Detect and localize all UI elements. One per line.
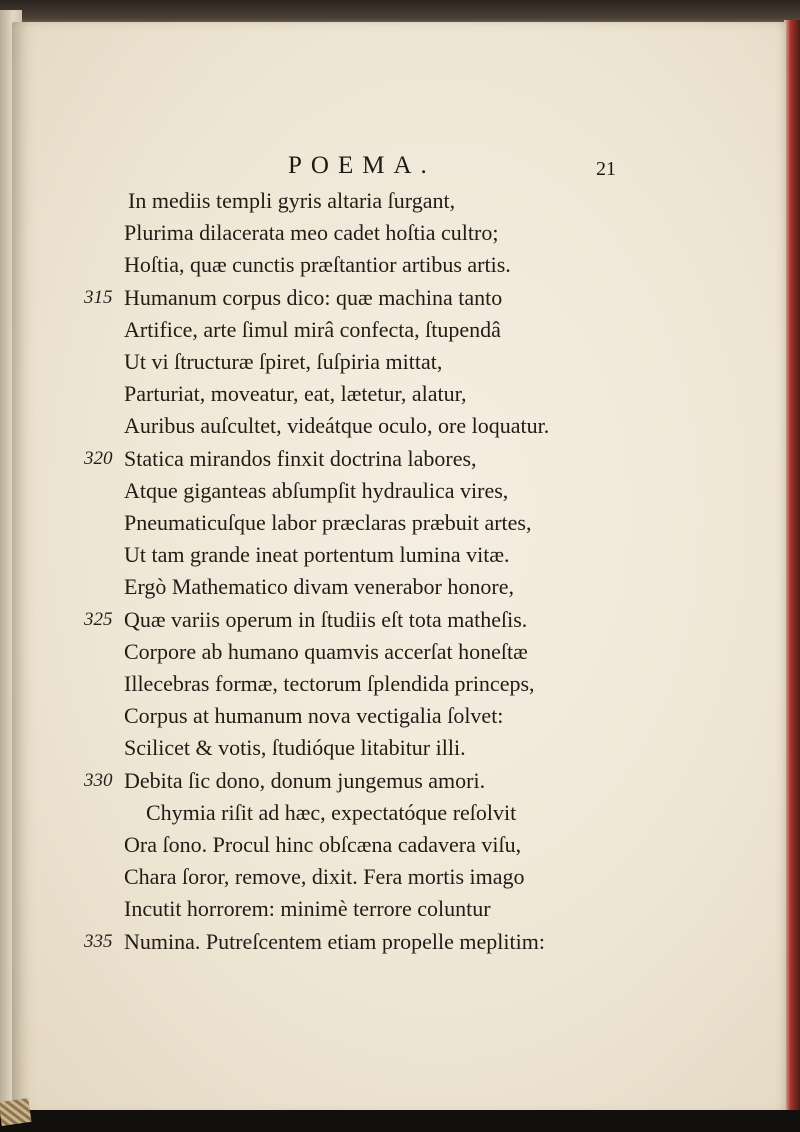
line-text: Chara ſoror, remove, dixit. Fera mortis imago bbox=[124, 864, 525, 890]
line-text: Atque giganteas abſumpſit hydraulica vires, bbox=[124, 477, 509, 503]
poem-line bbox=[0, 285, 800, 317]
line-text: Humanum corpus dico: quæ machina tanto bbox=[124, 284, 503, 310]
poem-line bbox=[0, 317, 800, 349]
line-text: Plurima dilacerata meo cadet hoſtia cultro; bbox=[124, 220, 499, 246]
poem-line bbox=[0, 929, 800, 961]
line-text: Artifice, arte ſimul mirâ confecta, ſtupendâ bbox=[124, 316, 501, 342]
poem-line bbox=[0, 574, 800, 606]
line-text: Hoſtia, quæ cunctis præſtantior artibus artis. bbox=[124, 252, 511, 278]
poem-line bbox=[0, 542, 800, 574]
line-text: Ut tam grande ineat portentum lumina vitæ. bbox=[124, 542, 510, 568]
poem-line bbox=[0, 703, 800, 735]
line-text: Scilicet & votis, ſtudióque litabitur illi. bbox=[124, 735, 466, 761]
poem-line bbox=[0, 188, 800, 220]
poem-line bbox=[0, 446, 800, 478]
line-text: Illecebras formæ, tectorum ſplendida princeps, bbox=[124, 671, 535, 696]
line-text: Numina. Putreſcentem etiam propelle meplitim: bbox=[124, 928, 545, 954]
running-title: POEMA. bbox=[288, 152, 436, 179]
line-text: Quæ variis operum in ſtudiis eſt tota matheſis. bbox=[124, 606, 528, 632]
line-text: Corpus at humanum nova vectigalia ſolvet: bbox=[124, 703, 504, 729]
line-text: Ora ſono. Procul hinc obſcæna cadavera viſu, bbox=[124, 832, 522, 857]
poem-line bbox=[0, 671, 800, 703]
line-text: Ut vi ſtructuræ ſpiret, ſuſpiria mittat, bbox=[124, 349, 443, 374]
poem-line bbox=[0, 639, 800, 671]
poem-line bbox=[0, 768, 800, 800]
line-text: Corpore ab humano quamvis accerſat honeſtæ bbox=[124, 638, 528, 664]
poem-line bbox=[0, 832, 800, 864]
poem-line bbox=[0, 381, 800, 413]
line-text: Pneumaticuſque labor præclaras præbuit artes, bbox=[124, 510, 532, 535]
poem-line bbox=[0, 349, 800, 381]
line-text: Ergò Mathematico divam venerabor honore, bbox=[124, 574, 514, 600]
poem-line bbox=[0, 896, 800, 928]
line-text: Debita ſic dono, donum jungemus amori. bbox=[124, 767, 486, 793]
line-number: 330 bbox=[84, 769, 113, 791]
line-text: Parturiat, moveatur, eat, lætetur, alatur, bbox=[124, 381, 467, 407]
poem-line bbox=[0, 607, 800, 639]
line-number: 315 bbox=[84, 286, 113, 308]
page-number: 21 bbox=[596, 158, 616, 180]
bookmark-ribbon bbox=[0, 1098, 32, 1126]
poem-line bbox=[0, 510, 800, 542]
poem-line bbox=[0, 735, 800, 767]
poem-line bbox=[0, 413, 800, 445]
poem-line bbox=[0, 220, 800, 252]
line-text: In mediis templi gyris altaria ſurgant, bbox=[128, 188, 456, 213]
line-text: Incutit horrorem: minimè terrore coluntur bbox=[124, 896, 491, 922]
poem-line bbox=[0, 864, 800, 896]
line-number: 335 bbox=[84, 930, 113, 952]
line-text: Statica mirandos finxit doctrina labores, bbox=[124, 445, 477, 471]
poem-line bbox=[0, 252, 800, 284]
line-number: 320 bbox=[84, 447, 113, 469]
line-text: Auribus auſcultet, videátque oculo, ore loquatur. bbox=[124, 413, 550, 439]
page-header bbox=[0, 152, 800, 188]
line-text: Chymia riſit ad hæc, expectatóque reſolvit bbox=[146, 799, 517, 825]
line-number: 325 bbox=[84, 608, 113, 630]
poem-line bbox=[0, 800, 800, 832]
poem-line bbox=[0, 478, 800, 510]
bottom-edge bbox=[0, 1110, 800, 1132]
